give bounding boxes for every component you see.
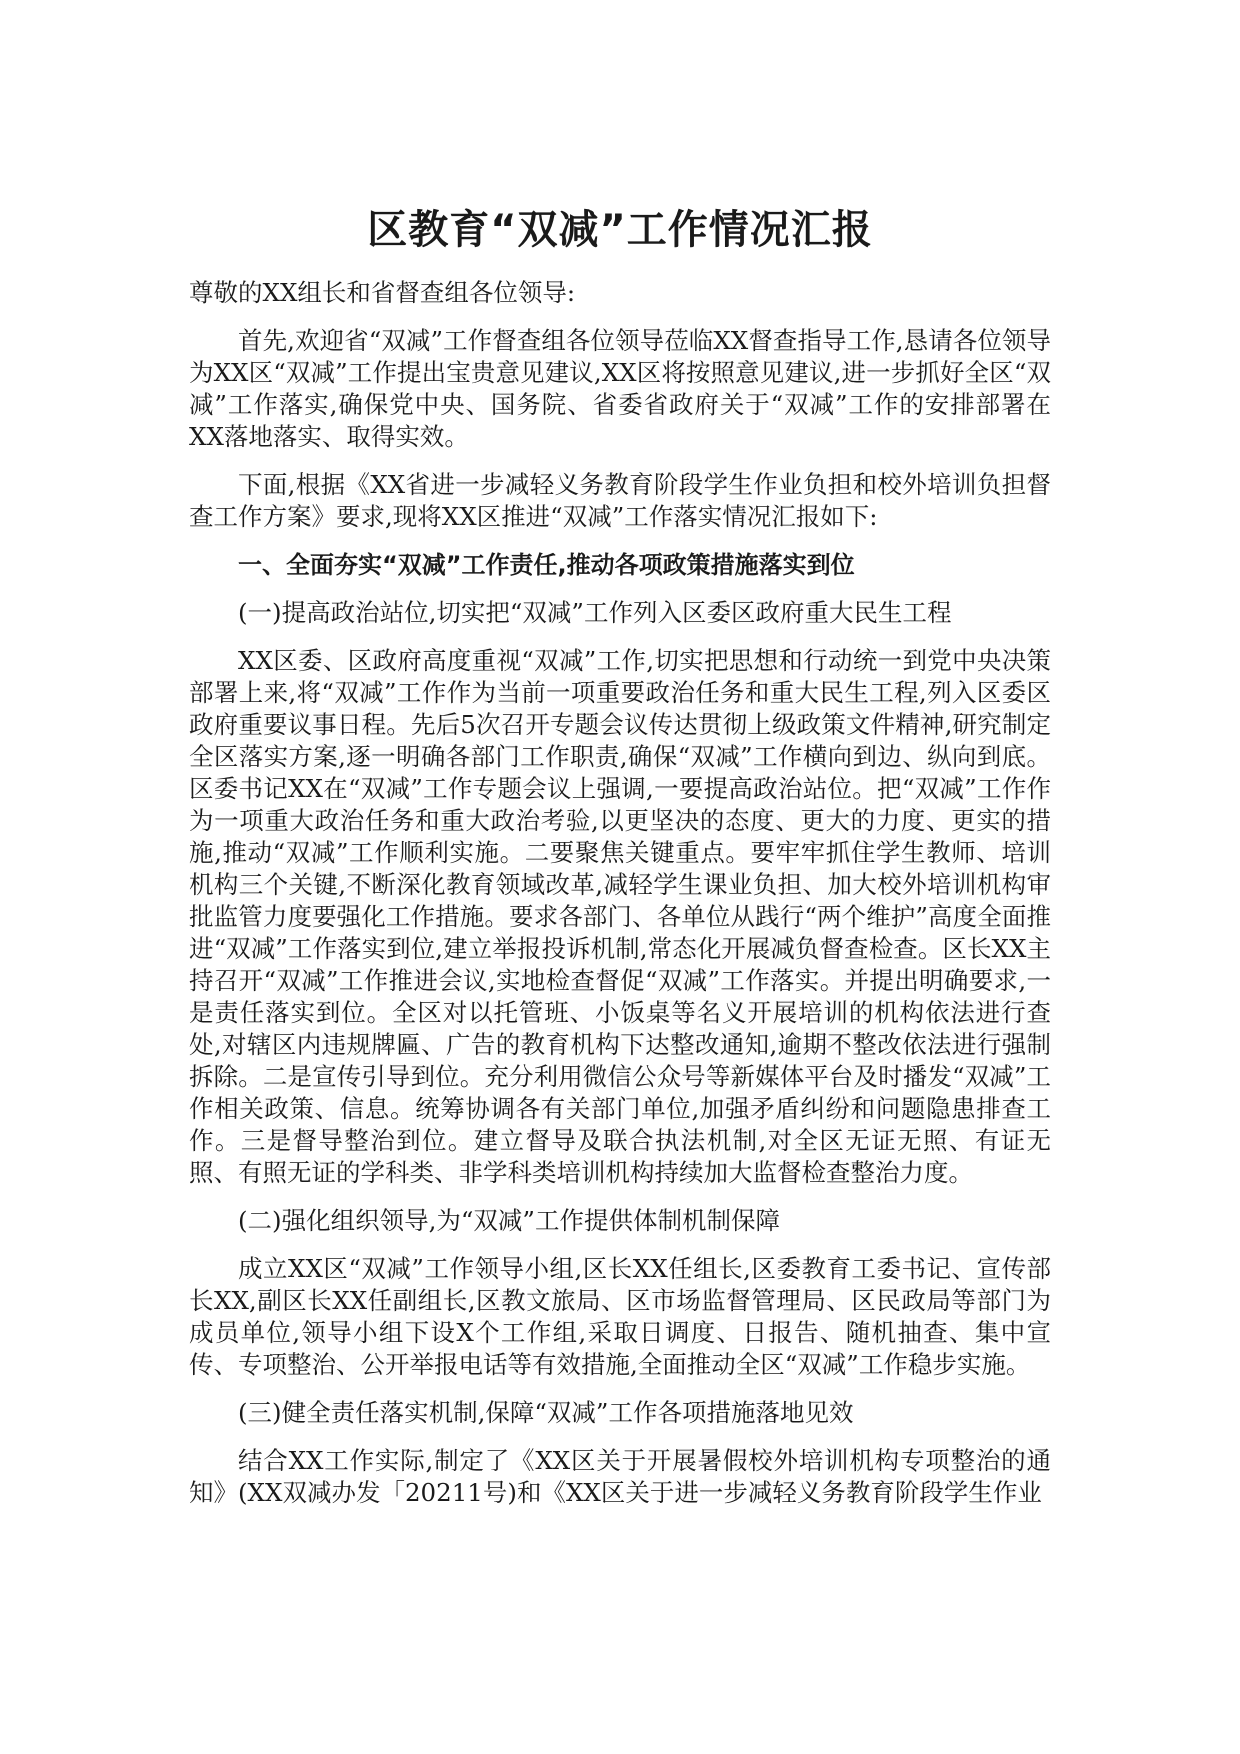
- paragraph-intro: 下面,根据《XX省进一步减轻义务教育阶段学生作业负担和校外培训负担督查工作方案》要求,现将XX区推进“双减”工作落实情况汇报如下:: [189, 470, 1051, 531]
- paragraph-welcome: 首先,欢迎省“双减”工作督查组各位领导莅临XX督查指导工作,恳请各位领导为XX区“双减”工作提出宝贵意见建议,XX区将按照意见建议,进一步抓好全区“双减”工作落实,确保党中央、国务院、省委省政府关于“双减”工作的安排部署在XX落地落实、取得实效。: [189, 326, 1051, 451]
- subsection-heading-3: (三)健全责任落实机制,保障“双减”工作各项措施落地见效: [238, 1398, 854, 1427]
- subsection-text-3: 结合XX工作实际,制定了《XX区关于开展暑假校外培训机构专项整治的通知》(XX双减办发「20211号)和《XX区关于进一步减轻义务教育阶段学生作业: [189, 1446, 1051, 1507]
- section-heading-1: 一、全面夯实“双减”工作责任,推动各项政策措施落实到位: [238, 551, 855, 579]
- subsection-text-2: 成立XX区“双减”工作领导小组,区长XX任组长,区委教育工委书记、宣传部长XX,副区长XX任副组长,区教文旅局、区市场监督管理局、区民政局等部门为成员单位,领导小组下设X个工作组,采取日调度、日报告、随机抽查、集中宣传、专项整治、公开举报电话等有效措施,全面推动全区“双减”工作稳步实施。: [189, 1254, 1051, 1379]
- document-body: [189, 277, 1051, 1525]
- page-title: 区教育“双减”工作情况汇报: [367, 207, 873, 253]
- subsection-heading-1: (一)提高政治站位,切实把“双减”工作列入区委区政府重大民生工程: [238, 598, 952, 627]
- subsection-text-1: XX区委、区政府高度重视“双减”工作,切实把思想和行动统一到党中央决策部署上来,将“双减”工作作为当前一项重要政治任务和重大民生工程,列入区委区政府重要议事日程。先后5次召开专题会议传达贯彻上级政策文件精神,研究制定全区落实方案,逐一明确各部门工作职责,确保“双减”工作横向到边、纵向到底。区委书记XX在“双减”工作专题会议上强调,一要提高政治站位。把“双减”工作作为一项重大政治任务和重大政治考验,以更坚决的态度、更大的力度、更实的措施,推动“双减”工作顺利实施。二要聚焦关键重点。要牢牢抓住学生教师、培训机构三个关键,不断深化教育领域改革,减轻学生课业负担、加大校外培训机构审批监管力度要强化工作措施。要求各部门、各单位从践行“两个维护”高度全面推进“双减”工作落实到位,建立举报投诉机制,常态化开展减负督查检查。区长XX主持召开“双减”工作推进会议,实地检查督促“双减”工作落实。并提出明确要求,一是责任落实到位。全区对以托管班、小饭桌等名义开展培训的机构依法进行查处,对辖区内违规牌匾、广告的教育机构下达整改通知,逾期不整改依法进行强制拆除。二是宣传引导到位。充分利用微信公众号等新媒体平台及时播发“双减”工作相关政策、信息。统筹协调各有关部门单位,加强矛盾纠纷和问题隐患排查工作。三是督导整治到位。建立督导及联合执法机制,对全区无证无照、有证无照、有照无证的学科类、非学科类培训机构持续加大监督检查整治力度。: [189, 646, 1051, 1187]
- subsection-heading-2: (二)强化组织领导,为“双减”工作提供体制机制保障: [238, 1206, 780, 1235]
- salutation: 尊敬的XX组长和省督查组各位领导:: [189, 278, 576, 307]
